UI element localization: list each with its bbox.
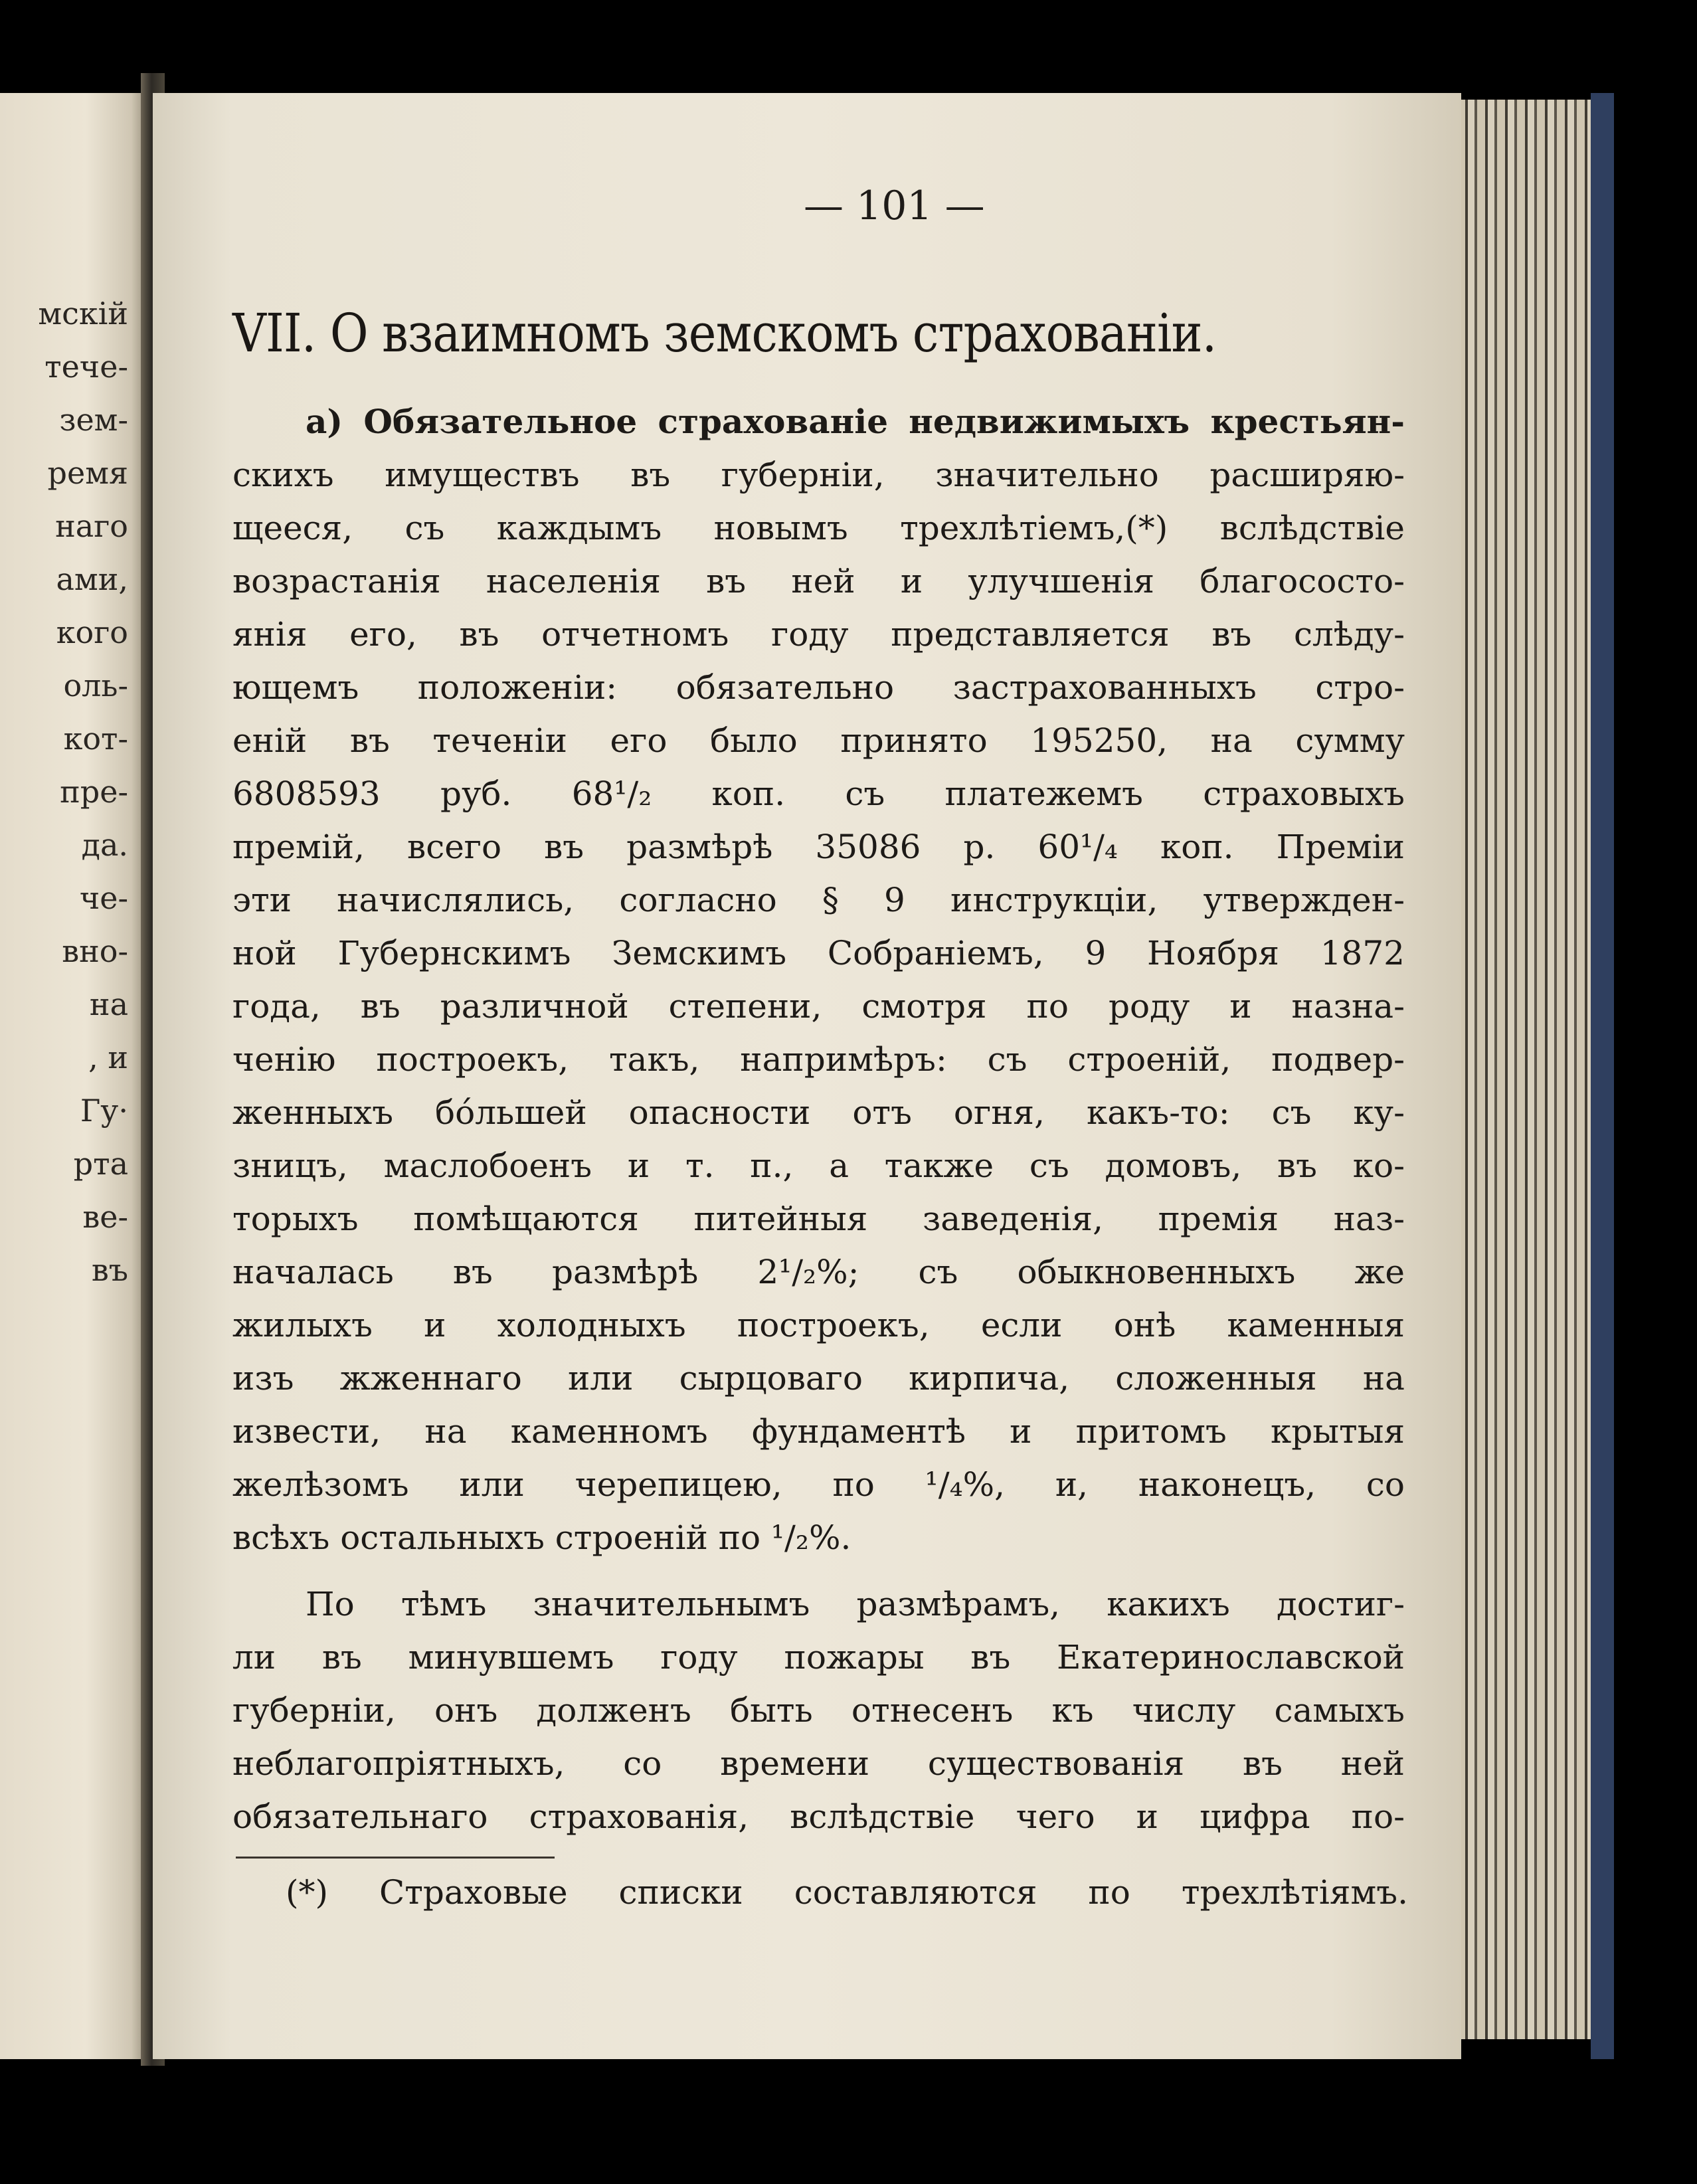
text-line: года, въ различной степени, смотря по роду и назна- — [232, 987, 1405, 1026]
text-line: изъ жженнаго или сырцоваго кирпича, сложенныя на — [232, 1359, 1405, 1398]
text-line: эти начислялись, согласно § 9 инструкціи, утвержден- — [232, 881, 1405, 919]
left-page-fragment — [0, 93, 143, 2059]
text-line: ли въ минувшемъ году пожары въ Екатеринославской — [232, 1638, 1405, 1677]
text-line: По тѣмъ значительнымъ размѣрамъ, какихъ достиг- — [306, 1585, 1405, 1623]
left-page-line: ве- — [82, 1199, 128, 1235]
left-page-line: рта — [73, 1146, 128, 1182]
left-page-line: вно- — [62, 933, 128, 969]
left-page-line: мскій — [38, 296, 128, 331]
book-cover-edge — [1591, 93, 1614, 2059]
page-edges — [1448, 100, 1601, 2039]
left-page-line: ами, — [56, 561, 128, 597]
left-page-line: наго — [55, 508, 128, 544]
text-line: обязательнаго страхованія, вслѣдствіе чего и цифра по- — [232, 1797, 1405, 1836]
left-page-line: пре- — [60, 774, 128, 810]
text-line: 6808593 руб. 68¹/₂ коп. съ платежемъ страховыхъ — [232, 774, 1405, 813]
text-line: ченію построекъ, такъ, напримѣръ: съ строеній, подвер- — [232, 1040, 1405, 1079]
left-page-line: ремя — [47, 455, 128, 491]
left-page-line: тече- — [45, 349, 128, 385]
left-page-line: че- — [79, 880, 128, 916]
left-page-line: зем- — [59, 402, 128, 438]
text-line: женныхъ бо́льшей опасности отъ огня, какъ-то: съ ку- — [232, 1093, 1405, 1132]
page-number: — 101 — — [804, 183, 985, 229]
left-page-line: Гу· — [80, 1093, 128, 1129]
text-line: зницъ, маслобоенъ и т. п., а также съ домовъ, въ ко- — [232, 1146, 1405, 1185]
left-page-line: оль- — [63, 668, 128, 703]
text-line: началась въ размѣрѣ 2¹/₂%; съ обыкновенныхъ же — [232, 1253, 1405, 1291]
left-page-line: кот- — [63, 721, 128, 757]
left-page-line: да. — [81, 827, 128, 863]
text-line: губерніи, онъ долженъ быть отнесенъ къ числу самыхъ — [232, 1691, 1405, 1730]
text-line: извести, на каменномъ фундаментѣ и притомъ крытыя — [232, 1412, 1405, 1451]
left-page-line: на — [89, 986, 128, 1022]
text-line: желѣзомъ или черепицею, по ¹/₄%, и, наконецъ, со — [232, 1465, 1405, 1504]
footnote-divider — [236, 1857, 555, 1859]
text-line: ной Губернскимъ Земскимъ Собраніемъ, 9 Ноября 1872 — [232, 934, 1405, 972]
section-heading: VII. О взаимномъ земскомъ страхованіи. — [232, 302, 1217, 364]
text-line: торыхъ помѣщаются питейныя заведенія, премія наз- — [232, 1200, 1405, 1238]
text-line: всѣхъ остальныхъ строеній по ¹/₂%. — [232, 1518, 851, 1557]
left-page-line: , и — [88, 1040, 128, 1075]
left-page-line: кого — [56, 614, 128, 650]
text-line: скихъ имуществъ въ губерніи, значительно расширяю- — [232, 456, 1405, 494]
text-line: неблагопріятныхъ, со времени существованія въ ней — [232, 1744, 1405, 1783]
text-line: а) Обязательное страхованіе недвижимыхъ крестьян- — [306, 402, 1405, 441]
text-line: ющемъ положеніи: обязательно застрахованныхъ стро- — [232, 668, 1405, 707]
text-line: жилыхъ и холодныхъ построекъ, если онѣ каменныя — [232, 1306, 1405, 1344]
text-line: возрастанія населенія въ ней и улучшенія благососто- — [232, 562, 1405, 600]
text-line: янія его, въ отчетномъ году представляется въ слѣду- — [232, 615, 1405, 654]
book-page — [153, 93, 1461, 2059]
left-page-line: въ — [91, 1252, 128, 1288]
text-line: еній въ теченіи его было принято 195250, на сумму — [232, 721, 1405, 760]
text-line: премій, всего въ размѣрѣ 35086 р. 60¹/₄ коп. Преміи — [232, 828, 1405, 866]
footnote: (*) Страховые списки составляются по трехлѣтіямъ. — [286, 1873, 1408, 1912]
text-line: щееся, съ каждымъ новымъ трехлѣтіемъ,(*) вслѣдствіе — [232, 509, 1405, 547]
